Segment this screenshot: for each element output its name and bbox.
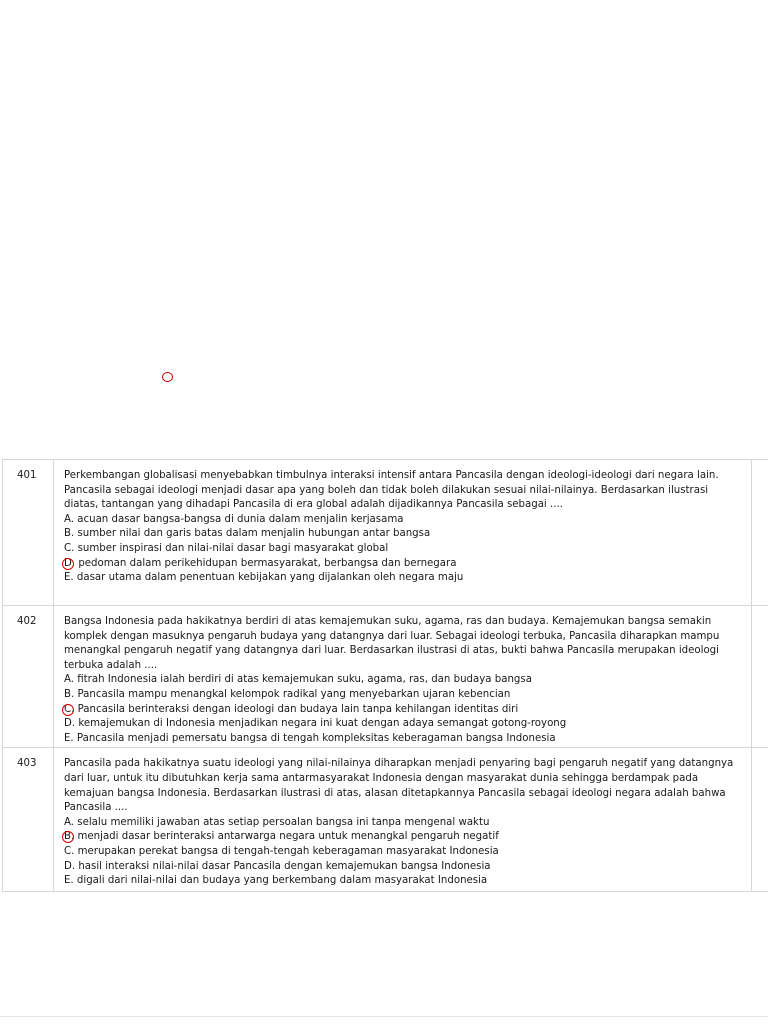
- question-row-401: [3, 460, 768, 606]
- option-b: B. sumber nilai dan garis batas dalam menjalin hubungan antar bangsa: [64, 528, 431, 540]
- option-e: E. dasar utama dalam penentuan kebijakan yang dijalankan oleh negara maju: [64, 572, 464, 584]
- answer-circle-mark: [62, 558, 74, 570]
- option-e: E. digali dari nilai-nilai dan budaya yang berkembang dalam masyarakat Indonesia: [64, 875, 488, 887]
- question-number-cell: [3, 460, 54, 606]
- option-b: B. Pancasila mampu menangkal kelompok radikal yang menyebarkan ujaran kebencian: [64, 688, 511, 700]
- option-d: D. kemajemukan di Indonesia menjadikan negara ini kuat dengan adaya semangat gotong-royong: [64, 718, 567, 730]
- side-cell: [752, 748, 768, 892]
- question-stem: Pancasila pada hakikatnya suatu ideologi yang nilai-nilainya diharapkan menjadi penyaring bagi pengaruh negatif yang datangnya dari luar, untuk itu dibutuhkan kerja sama antarmasyarakat Indonesia dengan masyarakat dunia sehingga berdampak pada kemajuan bangsa Indonesia. Berdasarkan ilustrasi di atas, alasan ditetapkannya Pancasila sebagai ideologi negara adalah bahwa Pancasila ....: [64, 758, 734, 814]
- question-stem: Perkembangan globalisasi menyebabkan timbulnya interaksi intensif antara Pancasila dengan ideologi-ideologi dari negara lain. Pancasila sebagai ideologi menjadi dasar apa yang boleh dan tidak boleh dilakukan sesuai nilai-nilainya. Berdasarkan ilustrasi diatas, tantangan yang dihadapi Pancasila di era global adalah dijadikannya Pancasila sebagai ....: [64, 470, 719, 511]
- option-d: D. hasil interaksi nilai-nilai dasar Pancasila dengan kemajemukan bangsa Indonesia: [64, 860, 491, 872]
- stray-answer-circle: [162, 372, 173, 382]
- question-number: 403: [17, 758, 37, 770]
- option-e: E. Pancasila menjadi pemersatu bangsa di tengah kompleksitas keberagaman bangsa Indonesia: [64, 732, 556, 744]
- answer-circle-mark: [62, 704, 74, 716]
- option-d-marked: [64, 557, 737, 572]
- question-number: 401: [17, 470, 37, 481]
- question-table: [2, 459, 768, 892]
- page-footer-divider: [0, 1016, 768, 1017]
- question-content: [54, 606, 752, 748]
- option-c: C. Pancasila berinteraksi dengan ideologi dan budaya lain tanpa kehilangan identitas diri: [64, 703, 519, 715]
- question-content: [54, 748, 752, 892]
- question-number: 402: [17, 616, 37, 627]
- option-c: C. merupakan perekat bangsa di tengah-tengah keberagaman masyarakat Indonesia: [64, 845, 499, 857]
- question-row-403: [3, 748, 768, 892]
- option-a: A. fitrah Indonesia ialah berdiri di atas kemajemukan suku, agama, ras, dan budaya bangsa: [64, 674, 532, 686]
- option-c: C. sumber inspirasi dan nilai-nilai dasar bagi masyarakat global: [64, 542, 389, 554]
- option-b-marked: [64, 830, 737, 845]
- question-content: [54, 460, 752, 606]
- question-row-402: [3, 606, 768, 748]
- question-number-cell: [3, 606, 54, 748]
- option-a: A. selalu memiliki jawaban atas setiap persoalan bangsa ini tanpa mengenal waktu: [64, 816, 490, 828]
- option-c-marked: [64, 703, 737, 718]
- option-a: A. acuan dasar bangsa-bangsa di dunia dalam menjalin kerjasama: [64, 513, 404, 525]
- option-b: B. menjadi dasar berinteraksi antarwarga negara untuk menangkal pengaruh negatif: [64, 831, 499, 843]
- side-cell: [752, 460, 768, 606]
- question-stem: Bangsa Indonesia pada hakikatnya berdiri di atas kemajemukan suku, agama, ras dan budaya. Kemajemukan bangsa semakin komplek dengan masuknya pengaruh budaya yang datangnya dari luar. Sebagai ideologi terbuka, Pancasila diharapkan mampu menangkal pengaruh negatif yang datangnya dari luar. Berdasarkan ilustrasi di atas, bukti bahwa Pancasila merupakan ideologi terbuka adalah ....: [64, 616, 720, 671]
- question-number-cell: [3, 748, 54, 892]
- option-d: D. pedoman dalam perikehidupan bermasyarakat, berbangsa dan bernegara: [64, 557, 457, 569]
- side-cell: [752, 606, 768, 748]
